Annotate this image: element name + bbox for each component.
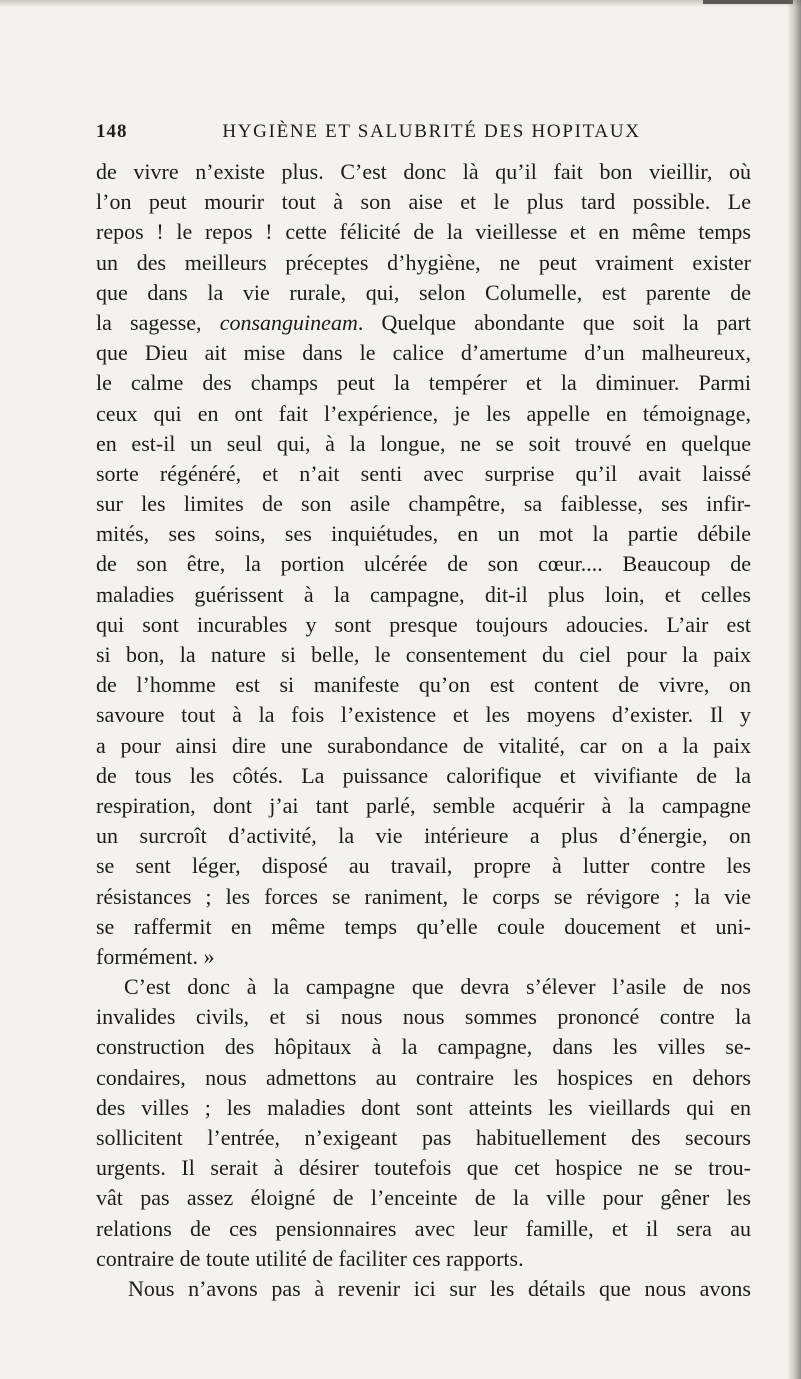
text-line: urgents. Il serait à désirer toutefois que cet hospice ne se trou-	[96, 1155, 751, 1181]
text-line: le calme des champs peut la tempérer et la diminuer. Parmi	[96, 370, 751, 396]
text-span: la sagesse,	[96, 309, 220, 335]
text-line: respiration, dont j’ai tant parlé, semble acquérir à la campagne	[96, 792, 751, 818]
text-line: sollicitent l’entrée, n’exigeant pas habituellement des secours	[96, 1125, 751, 1150]
text-line: que dans la vie rurale, qui, selon Columelle, est parente de	[96, 279, 751, 305]
text-line: vât pas assez éloigné de l’enceinte de la ville pour gêner les	[96, 1185, 751, 1211]
text-line: a pour ainsi dire une surabondance de vitalité, car on a la paix	[96, 732, 751, 758]
text-line: l’on peut mourir tout à son aise et le plus tard possible. Le	[96, 189, 751, 215]
running-header	[96, 121, 746, 147]
page-number: 148	[96, 121, 128, 142]
text-line: qui sont incurables y sont presque toujours adoucies. L’air est	[96, 611, 751, 637]
text-line: en est-il un seul qui, à la longue, ne se soit trouvé en quelque	[96, 430, 751, 456]
text-line: ceux qui en ont fait l’expérience, je les appelle en témoignage,	[96, 400, 751, 426]
text-line: contraire de toute utilité de faciliter ces rapports.	[96, 1245, 524, 1271]
text-line: des villes ; les maladies dont sont atteints les vieillards qui en	[96, 1094, 751, 1120]
text-line: un surcroît d’activité, la vie intérieure a plus d’énergie, on	[96, 823, 751, 849]
text-span: . Quelque abondante que soit la part	[357, 309, 751, 335]
text-line: se raffermit en même temps qu’elle coule doucement et uni-	[96, 913, 751, 939]
latin-term: consanguineam	[219, 309, 358, 335]
text-line: mités, ses soins, ses inquiétudes, en un mot la partie débile	[96, 521, 751, 547]
page-top-edge	[0, 0, 801, 6]
text-line: de son être, la portion ulcérée de son cœur.... Beaucoup de	[96, 551, 751, 577]
page-binding-shadow	[787, 0, 801, 1379]
text-line: sorte régénéré, et n’ait senti avec surprise qu’il avait laissé	[96, 460, 751, 486]
text-line	[96, 308, 751, 338]
text-line: que Dieu ait mise dans le calice d’amertume d’un malheureux,	[96, 340, 751, 366]
text-line: se sent léger, disposé au travail, propre à lutter contre les	[96, 853, 751, 879]
running-title: HYGIÈNE ET SALUBRITÉ DES HOPITAUX	[222, 121, 641, 142]
text-line: condaires, nous admettons au contraire les hospices en dehors	[96, 1064, 751, 1090]
text-line: un des meilleurs préceptes d’hygiène, ne peut vraiment exister	[96, 249, 751, 275]
text-line: repos ! le repos ! cette félicité de la vieillesse et en même temps	[96, 219, 751, 245]
text-line: maladies guérissent à la campagne, dit-il plus loin, et celles	[96, 581, 751, 607]
body-text	[96, 157, 751, 1304]
text-line: de vivre n’existe plus. C’est donc là qu’il fait bon vieillir, où	[96, 159, 751, 184]
text-line: de tous les côtés. La puissance calorifique et vivifiante de la	[96, 762, 751, 788]
text-line: Nous n’avons pas à revenir ici sur les détails que nous avons	[128, 1275, 751, 1301]
text-line: savoure tout à la fois l’existence et les moyens d’exister. Il y	[96, 702, 751, 728]
text-line: construction des hôpitaux à la campagne, dans les villes se-	[96, 1034, 751, 1060]
text-line: si bon, la nature si belle, le consentement du ciel pour la paix	[96, 642, 751, 667]
text-line: résistances ; les forces se raniment, le corps se révigore ; la vie	[96, 883, 751, 909]
text-line: sur les limites de son asile champêtre, sa faiblesse, ses infir-	[96, 491, 751, 517]
text-line: invalides civils, et si nous nous sommes prononcé contre la	[96, 1004, 751, 1030]
text-line: de l’homme est si manifeste qu’on est content de vivre, on	[96, 672, 751, 698]
text-line: C’est donc à la campagne que devra s’élever l’asile de nos	[124, 974, 751, 1000]
text-line: relations de ces pensionnaires avec leur famille, et il sera au	[96, 1215, 751, 1241]
text-line: formément. »	[96, 943, 215, 969]
